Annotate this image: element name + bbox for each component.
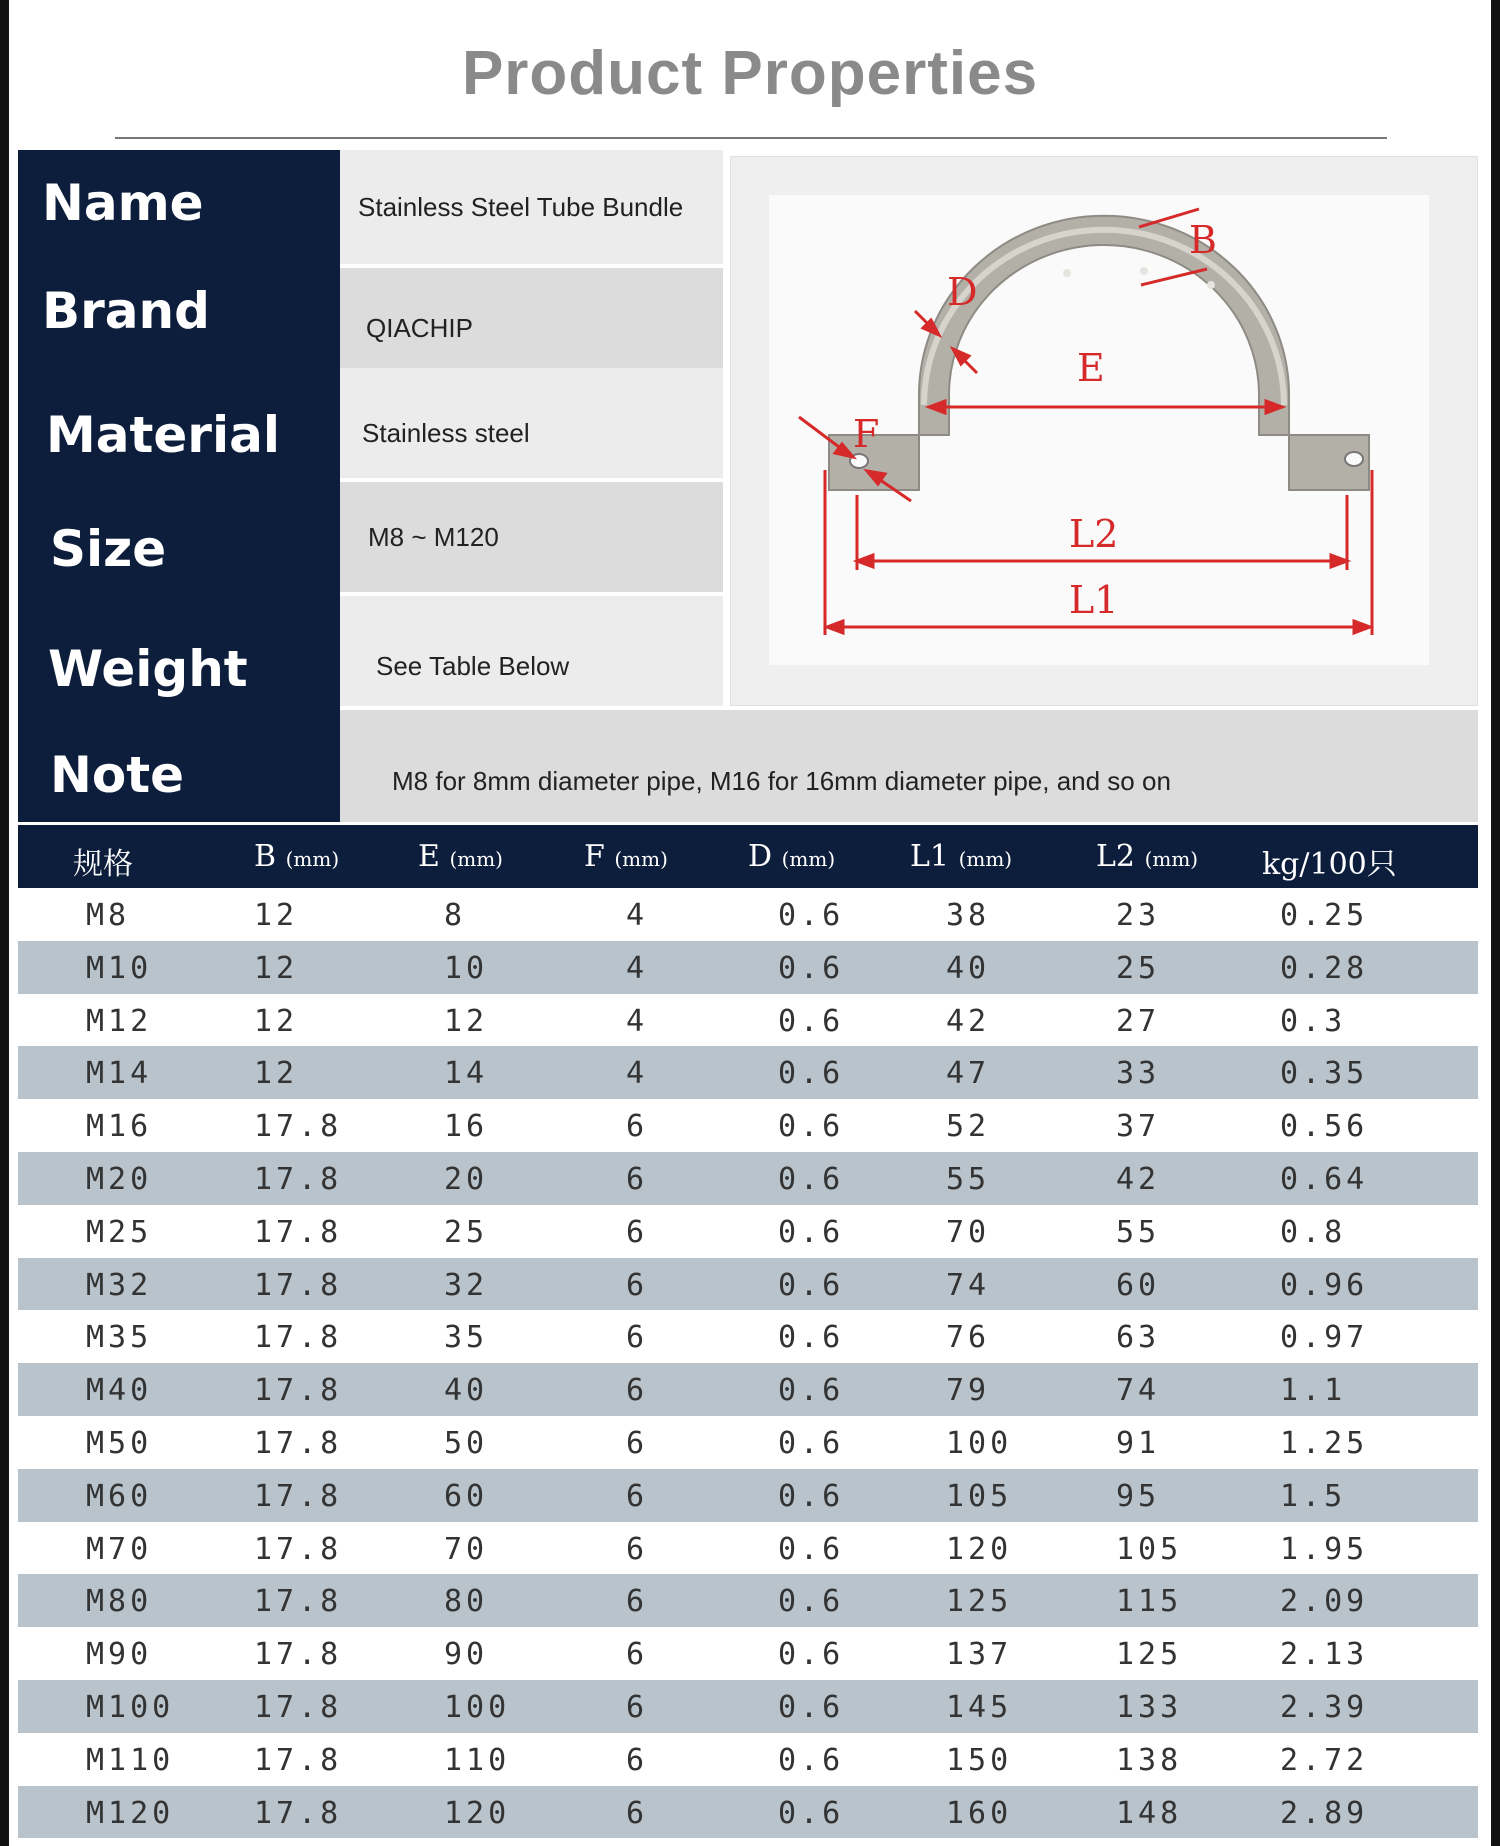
- table-row: [18, 1046, 1478, 1099]
- table-cell-d: 0.6: [778, 1161, 845, 1197]
- table-cell-l1: 42: [946, 1003, 991, 1039]
- table-cell-d: 0.6: [778, 898, 845, 933]
- table-cell-b: 17.8: [254, 1584, 343, 1620]
- table-cell-e: 32: [444, 1267, 489, 1303]
- table-cell-e: 8: [444, 898, 467, 933]
- table-cell-l1: 105: [946, 1478, 1013, 1514]
- property-value-weight: See Table Below: [340, 596, 723, 706]
- property-label-size: Size: [50, 520, 167, 578]
- pipe-clamp-diagram: [730, 156, 1478, 706]
- table-cell-spec: M20: [86, 1161, 153, 1197]
- table-cell-l2: 91: [1116, 1425, 1161, 1461]
- property-label-weight: Weight: [48, 640, 248, 698]
- property-label-name: Name: [42, 174, 204, 232]
- table-cell-d: 0.6: [778, 1267, 845, 1303]
- table-cell-d: 0.6: [778, 1689, 845, 1725]
- table-cell-f: 4: [626, 1003, 649, 1039]
- table-cell-f: 6: [626, 1109, 649, 1145]
- table-row: [18, 1574, 1478, 1627]
- table-cell-l2: 63: [1116, 1320, 1161, 1356]
- table-cell-l2: 148: [1116, 1795, 1183, 1831]
- table-cell-e: 50: [444, 1425, 489, 1461]
- table-row: [18, 1733, 1478, 1786]
- table-header-l2: L2 (mm): [1096, 839, 1199, 874]
- table-row: [18, 994, 1478, 1047]
- table-cell-weight: 2.39: [1280, 1689, 1369, 1725]
- table-cell-weight: 2.13: [1280, 1637, 1369, 1673]
- table-header-e: E (mm): [418, 839, 503, 874]
- label-b: B: [1189, 218, 1217, 262]
- property-value-size: M8 ~ M120: [340, 482, 723, 592]
- table-cell-b: 17.8: [254, 1109, 343, 1145]
- table-cell-spec: M110: [86, 1742, 175, 1778]
- table-cell-f: 6: [626, 1689, 649, 1725]
- table-cell-weight: 0.64: [1280, 1161, 1369, 1197]
- table-cell-l1: 38: [946, 898, 991, 933]
- table-cell-l1: 55: [946, 1161, 991, 1197]
- table-cell-weight: 2.72: [1280, 1742, 1369, 1778]
- label-f: F: [853, 412, 880, 456]
- table-cell-b: 17.8: [254, 1373, 343, 1409]
- table-cell-spec: M14: [86, 1056, 153, 1092]
- table-cell-weight: 0.56: [1280, 1109, 1369, 1145]
- table-cell-spec: M90: [86, 1637, 153, 1673]
- table-cell-d: 0.6: [778, 1425, 845, 1461]
- property-value-name: Stainless Steel Tube Bundle: [340, 150, 723, 264]
- table-cell-l2: 133: [1116, 1689, 1183, 1725]
- table-cell-d: 0.6: [778, 1531, 845, 1567]
- table-cell-b: 17.8: [254, 1795, 343, 1831]
- table-cell-f: 4: [626, 950, 649, 986]
- table-cell-e: 12: [444, 1003, 489, 1039]
- table-cell-l1: 137: [946, 1637, 1013, 1673]
- table-cell-spec: M12: [86, 1003, 153, 1039]
- table-cell-weight: 2.09: [1280, 1584, 1369, 1620]
- table-cell-b: 17.8: [254, 1689, 343, 1725]
- table-cell-l1: 120: [946, 1531, 1013, 1567]
- table-cell-b: 17.8: [254, 1742, 343, 1778]
- table-cell-b: 17.8: [254, 1531, 343, 1567]
- properties-label-column: [18, 150, 340, 822]
- table-cell-l2: 74: [1116, 1373, 1161, 1409]
- table-cell-b: 17.8: [254, 1267, 343, 1303]
- table-row: [18, 1363, 1478, 1416]
- table-cell-f: 6: [626, 1531, 649, 1567]
- table-cell-d: 0.6: [778, 1478, 845, 1514]
- table-header-b: B (mm): [254, 839, 340, 874]
- table-cell-weight: 1.25: [1280, 1425, 1369, 1461]
- left-border: [0, 0, 9, 1846]
- table-header-weight: kg/100只: [1262, 847, 1397, 882]
- table-cell-spec: M35: [86, 1320, 153, 1356]
- table-row: [18, 1258, 1478, 1311]
- table-row: [18, 1680, 1478, 1733]
- table-cell-l1: 74: [946, 1267, 991, 1303]
- table-cell-l2: 25: [1116, 950, 1161, 986]
- table-cell-f: 4: [626, 898, 649, 933]
- table-cell-e: 60: [444, 1478, 489, 1514]
- table-cell-e: 80: [444, 1584, 489, 1620]
- label-e: E: [1077, 346, 1105, 390]
- table-cell-weight: 0.97: [1280, 1320, 1369, 1356]
- right-bolt-hole: [1345, 452, 1363, 466]
- table-cell-l1: 79: [946, 1373, 991, 1409]
- table-cell-e: 90: [444, 1637, 489, 1673]
- table-cell-l1: 40: [946, 950, 991, 986]
- table-row: [18, 1152, 1478, 1205]
- table-cell-f: 6: [626, 1742, 649, 1778]
- table-cell-e: 25: [444, 1214, 489, 1250]
- label-l2: L2: [1069, 512, 1119, 556]
- table-row: [18, 1310, 1478, 1363]
- table-cell-e: 70: [444, 1531, 489, 1567]
- table-cell-f: 6: [626, 1267, 649, 1303]
- specification-table: [18, 825, 1478, 1838]
- table-cell-d: 0.6: [778, 1637, 845, 1673]
- table-cell-l2: 115: [1116, 1584, 1183, 1620]
- table-cell-spec: M50: [86, 1425, 153, 1461]
- table-cell-spec: M70: [86, 1531, 153, 1567]
- property-label-brand: Brand: [42, 282, 210, 340]
- table-cell-spec: M120: [86, 1795, 175, 1831]
- table-row: [18, 1522, 1478, 1575]
- table-cell-d: 0.6: [778, 950, 845, 986]
- table-cell-spec: M32: [86, 1267, 153, 1303]
- table-cell-l2: 33: [1116, 1056, 1161, 1092]
- table-cell-spec: M60: [86, 1478, 153, 1514]
- table-cell-e: 110: [444, 1742, 511, 1778]
- table-cell-spec: M16: [86, 1109, 153, 1145]
- table-cell-l1: 47: [946, 1056, 991, 1092]
- properties-panel: [18, 150, 1478, 822]
- table-cell-l1: 160: [946, 1795, 1013, 1831]
- table-cell-d: 0.6: [778, 1320, 845, 1356]
- title-divider: [115, 137, 1387, 139]
- table-cell-spec: M8: [86, 898, 131, 933]
- table-cell-l2: 60: [1116, 1267, 1161, 1303]
- table-cell-f: 6: [626, 1584, 649, 1620]
- table-cell-l1: 150: [946, 1742, 1013, 1778]
- table-cell-b: 12: [254, 1003, 299, 1039]
- table-cell-b: 17.8: [254, 1161, 343, 1197]
- property-label-material: Material: [46, 406, 280, 464]
- table-cell-b: 12: [254, 1056, 299, 1092]
- table-cell-l2: 105: [1116, 1531, 1183, 1567]
- table-cell-b: 12: [254, 898, 299, 933]
- table-row: [18, 1205, 1478, 1258]
- table-cell-d: 0.6: [778, 1584, 845, 1620]
- table-cell-weight: 0.28: [1280, 950, 1369, 986]
- table-cell-e: 20: [444, 1161, 489, 1197]
- table-cell-l1: 70: [946, 1214, 991, 1250]
- table-row: [18, 1099, 1478, 1152]
- table-cell-f: 6: [626, 1478, 649, 1514]
- table-cell-weight: 1.5: [1280, 1478, 1347, 1514]
- table-cell-l2: 23: [1116, 898, 1161, 933]
- table-cell-e: 14: [444, 1056, 489, 1092]
- table-cell-b: 17.8: [254, 1478, 343, 1514]
- table-cell-e: 35: [444, 1320, 489, 1356]
- table-cell-l1: 52: [946, 1109, 991, 1145]
- table-cell-f: 4: [626, 1056, 649, 1092]
- table-cell-b: 17.8: [254, 1320, 343, 1356]
- property-value-material: Stainless steel: [340, 368, 723, 478]
- table-body: [18, 888, 1478, 1838]
- table-cell-l2: 95: [1116, 1478, 1161, 1514]
- table-cell-b: 17.8: [254, 1637, 343, 1673]
- table-cell-weight: 2.89: [1280, 1795, 1369, 1831]
- table-header-spec: 规格: [73, 847, 133, 882]
- table-cell-e: 16: [444, 1109, 489, 1145]
- table-cell-l1: 145: [946, 1689, 1013, 1725]
- table-cell-l1: 76: [946, 1320, 991, 1356]
- property-value-note: M8 for 8mm diameter pipe, M16 for 16mm diameter pipe, and so on: [340, 710, 1478, 822]
- table-cell-f: 6: [626, 1373, 649, 1409]
- table-cell-spec: M100: [86, 1689, 175, 1725]
- table-header-f: F (mm): [584, 839, 668, 874]
- table-cell-l2: 27: [1116, 1003, 1161, 1039]
- table-cell-l2: 125: [1116, 1637, 1183, 1673]
- table-cell-b: 17.8: [254, 1214, 343, 1250]
- table-cell-weight: 1.1: [1280, 1373, 1347, 1409]
- table-row: [18, 1469, 1478, 1522]
- table-row: [18, 888, 1478, 941]
- table-cell-l1: 100: [946, 1425, 1013, 1461]
- table-row: [18, 1786, 1478, 1839]
- table-cell-e: 100: [444, 1689, 511, 1725]
- table-cell-weight: 0.3: [1280, 1003, 1347, 1039]
- table-cell-f: 6: [626, 1795, 649, 1831]
- table-cell-l2: 138: [1116, 1742, 1183, 1778]
- table-cell-weight: 0.25: [1280, 898, 1369, 933]
- table-cell-spec: M40: [86, 1373, 153, 1409]
- table-cell-d: 0.6: [778, 1003, 845, 1039]
- page-title: Product Properties: [461, 39, 1039, 108]
- clamp-dimension-svg: [769, 195, 1429, 665]
- table-cell-spec: M10: [86, 950, 153, 986]
- table-cell-l2: 37: [1116, 1109, 1161, 1145]
- table-cell-spec: M25: [86, 1214, 153, 1250]
- table-header-l1: L1 (mm): [910, 839, 1013, 874]
- table-cell-weight: 0.35: [1280, 1056, 1369, 1092]
- table-row: [18, 1627, 1478, 1680]
- table-cell-weight: 0.96: [1280, 1267, 1369, 1303]
- table-cell-e: 120: [444, 1795, 511, 1831]
- table-cell-weight: 0.8: [1280, 1214, 1347, 1250]
- table-cell-d: 0.6: [778, 1214, 845, 1250]
- table-header-d: D (mm): [748, 839, 836, 874]
- right-border: [1491, 0, 1500, 1846]
- label-l1: L1: [1069, 578, 1119, 622]
- table-cell-d: 0.6: [778, 1373, 845, 1409]
- table-cell-weight: 1.95: [1280, 1531, 1369, 1567]
- property-label-note: Note: [50, 746, 185, 804]
- table-cell-b: 17.8: [254, 1425, 343, 1461]
- table-cell-d: 0.6: [778, 1795, 845, 1831]
- property-value-brand: QIACHIP: [340, 268, 723, 368]
- table-cell-f: 6: [626, 1161, 649, 1197]
- table-cell-b: 12: [254, 950, 299, 986]
- table-cell-l2: 42: [1116, 1161, 1161, 1197]
- table-cell-d: 0.6: [778, 1742, 845, 1778]
- label-d: D: [947, 270, 978, 314]
- table-cell-f: 6: [626, 1637, 649, 1673]
- table-cell-f: 6: [626, 1320, 649, 1356]
- table-cell-f: 6: [626, 1214, 649, 1250]
- table-cell-d: 0.6: [778, 1109, 845, 1145]
- table-cell-spec: M80: [86, 1584, 153, 1620]
- table-row: [18, 941, 1478, 994]
- table-cell-l2: 55: [1116, 1214, 1161, 1250]
- table-cell-f: 6: [626, 1425, 649, 1461]
- table-cell-d: 0.6: [778, 1056, 845, 1092]
- table-cell-e: 40: [444, 1373, 489, 1409]
- table-cell-l1: 125: [946, 1584, 1013, 1620]
- table-cell-e: 10: [444, 950, 489, 986]
- table-header-row: [18, 825, 1478, 888]
- table-row: [18, 1416, 1478, 1469]
